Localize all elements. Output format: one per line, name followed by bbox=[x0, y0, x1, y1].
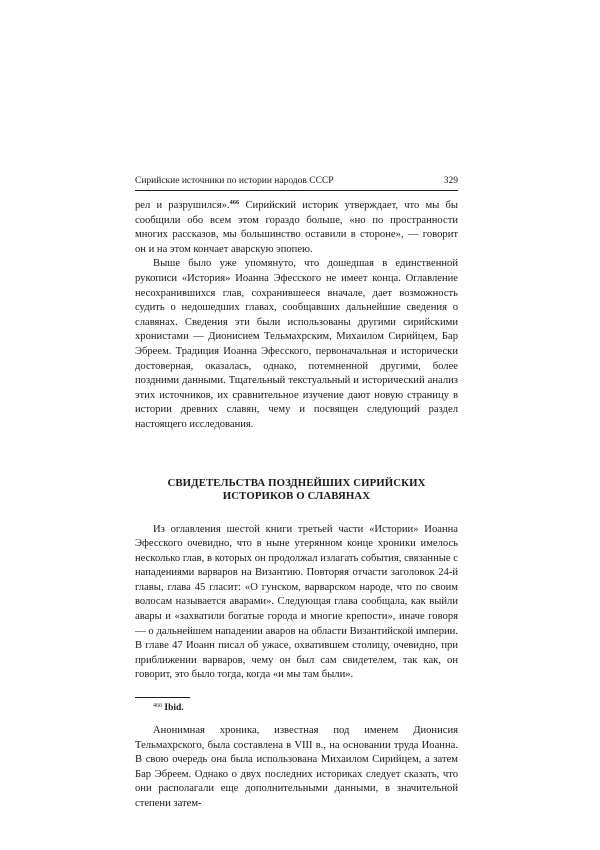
footnote bbox=[135, 702, 458, 714]
footnote-number: 466 bbox=[153, 703, 162, 710]
book-page bbox=[135, 175, 458, 812]
paragraph-manuscript: Выше было уже упомянуто, что дошедшая в единственной рукописи «История» Иоанна Эфесского не имеет конца. Оглавление несохранившихся глав, сохранившееся вначале, дает возможность судить о недошедших главах, сообщавших дальнейшие сведения о славянах. Сведения эти были использованы другими сирийскими хронистами — Дионисием Тельмахрским, Михаилом Сирийцем, Бар Эбреем. Традиция Иоанна Эфесского, первоначальная и исторически достоверная, оказалась, однако, потемненной другими, более поздними данными. Тщательный текстуальный и исторический анализ этих источников, их сравнительное изучение дают новую страницу в истории древних славян, чему и посвящен следующий раздел настоящего исследования. bbox=[135, 258, 458, 430]
section-heading bbox=[135, 477, 458, 503]
paragraph-table-of-contents: Из оглавления шестой книги третьей части «Истории» Иоанна Эфесского очевидно, что в ныне утерянном конце хроники имелось несколько глав, в которых он продолжал излагать события, связанные с нападениями варваров на Византию. Повторяя отчасти заголовок 24-й главы, глава 45 гласит: «О гунском, варварском народе, что по своим волосам называется аварами». Следующая глава сообщала, как выйли авары и «захватили богатые города и многие крепости», иначе говоря — о дальнейшем нападении аваров на области Византийской империи. В главе 47 Иоанн писал об ужасе, охватившем столицу, очевидно, при приближении варваров, чему он был сам свидетелем, так как, он говорит, это было тогда, когда «и мы там были». bbox=[135, 523, 458, 681]
paragraph-text-start: рел и разрушился». bbox=[135, 200, 230, 211]
page-number: 329 bbox=[443, 176, 458, 186]
footnote-text: Ibid. bbox=[164, 703, 184, 714]
paragraph-text-end: Сирийский историк утверждает, что мы бы сообщили обо всем этом гораздо больше, «но по пространности многих рассказов, мы большинство оставили в стороне», — говорит он и на этом кончает аварскую эпопею. bbox=[135, 200, 458, 255]
running-head-title: Сирийские источники по истории народов СССР bbox=[135, 176, 334, 186]
section-heading-line-1: СВИДЕТЕЛЬСТВА ПОЗДНЕЙШИХ СИРИЙСКИХ bbox=[167, 476, 426, 489]
section-heading-line-2: ИСТОРИКОВ О СЛАВЯНАХ bbox=[222, 489, 371, 502]
footnote-reference: 466 bbox=[229, 199, 240, 206]
paragraph-continuation bbox=[135, 199, 458, 257]
paragraph-anonymous-chronicle: Анонимная хроника, известная под именем Дионисия Тельмахрского, была составлена в VIII в., на основании труда Иоанна. В свою очередь она была использована Михаилом Сирийцем, а затем Бар Эбреем. Однако о двух последних историках следует сказать, что они располагали еще дополнительными данными, в значительной степени затем- bbox=[135, 725, 458, 809]
running-head bbox=[135, 175, 458, 191]
footnote-divider bbox=[135, 697, 190, 698]
